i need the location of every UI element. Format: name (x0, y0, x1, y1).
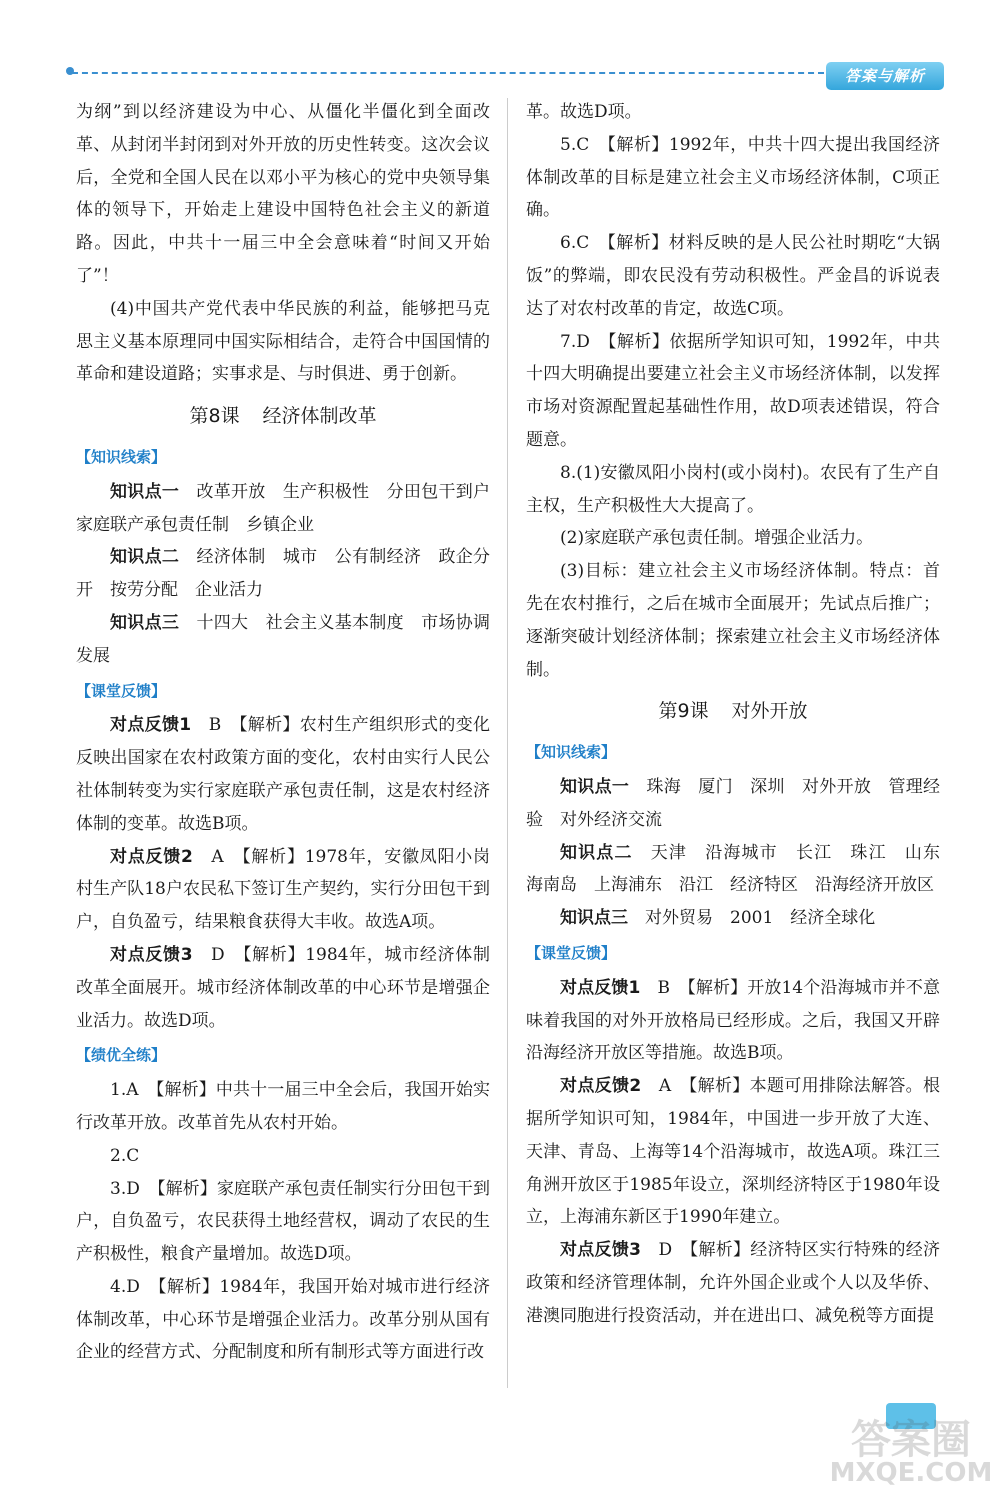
feedback-item: 对点反馈2 A 【解析】本题可用排除法解答。根据所学知识可知，1984年，中国进一步开放了大连、天津、青岛、上海等14个沿海城市，故选A项。珠江三角洲开放区于1985年设立，深圳经济特区于1980年设立，上海浦东新区于1990年建立。 (526, 1076, 940, 1228)
header-tab: 答案与解析 (826, 62, 944, 90)
header-dashed-rule (72, 72, 824, 74)
section-label-feedback: 【课堂反馈】 (526, 943, 617, 962)
lesson-heading (526, 695, 940, 728)
watermark-url: MXQE.COM (829, 1458, 993, 1488)
lesson-number: 第8课 (189, 405, 240, 428)
feedback-item: 对点反馈1 B 【解析】开放14个沿海城市并不意味着我国的对外开放格局已经形成。之后，我国又开辟沿海经济开放区等措施。故选B项。 (526, 977, 941, 1064)
answer-item-8: (2)家庭联产承包责任制。增强企业活力。 (560, 528, 874, 549)
right-column (526, 96, 958, 1332)
knowledge-point: 知识点三 十四大 社会主义基本制度 市场协调发展 (76, 612, 491, 666)
feedback-item: 对点反馈3 D 【解析】1984年，城市经济体制改革全面展开。城市经济体制改革的中心环节是增强企业活力。故选D项。 (76, 944, 490, 1031)
continuation-text: 革。故选D项。 (526, 102, 642, 122)
column-divider (507, 98, 508, 1388)
section-label-knowledge: 【知识线索】 (526, 743, 617, 762)
answer-item: 6.C 【解析】材料反映的是人民公社时期吃“大锅饭”的弊端，即农民没有劳动积极性。严金昌的诉说表达了对农村改革的肯定，故选C项。 (526, 233, 941, 319)
section-label-practice: 【绩优全练】 (76, 1046, 167, 1065)
lesson-number: 第9课 (658, 700, 709, 723)
knowledge-point: 知识点一 改革开放 生产积极性 分田包干到户 家庭联产承包责任制 乡镇企业 (76, 481, 508, 535)
feedback-item: 对点反馈3 D 【解析】经济特区实行特殊的经济政策和经济管理体制，允许外国企业或个人以及华侨、港澳同胞进行投资活动，并在进出口、减免税等方面提 (526, 1240, 940, 1326)
feedback-item: 对点反馈1 B 【解析】农村生产组织形式的变化反映出国家在农村政策方面的变化，农村由实行人民公社体制转变为实行家庭联产承包责任制，这是农村经济体制的变革。故选B项。 (76, 715, 491, 834)
practice-item: 4.D 【解析】1984年，我国开始对城市进行经济体制改革，中心环节是增强企业活力。改革分别从国有企业的经营方式、分配制度和所有制形式等方面进行改 (76, 1276, 491, 1363)
practice-item: 3.D 【解析】家庭联产承包责任制实行分田包干到户，自负盈亏，农民获得土地经营权，调动了农民的生产积极性，粮食产量增加。故选D项。 (76, 1178, 490, 1265)
practice-item: 1.A 【解析】中共十一届三中全会后，我国开始实行改革开放。改革首先从农村开始。 (76, 1080, 491, 1133)
lesson-title: 经济体制改革 (262, 405, 377, 428)
lesson-title: 对外开放 (731, 700, 808, 723)
answer-item: 7.D 【解析】依据所学知识可知，1992年，中共十四大明确提出要建立社会主义市场经济体制，以发挥市场对资源配置起基础性作用，故D项表述错误，符合题意。 (526, 331, 941, 450)
answer-item-8: (3)目标：建立社会主义市场经济体制。特点：首先在农村推行，之后在城市全面展开；先试点后推广；逐渐突破计划经济体制；探索建立社会主义市场经济体制。 (526, 561, 940, 680)
watermark-text: 答案圈 (851, 1417, 971, 1463)
intro-paragraph: 为纲”到以经济建设为中心、从僵化半僵化到全面改革、从封闭半封闭到对外开放的历史性转变。这次会议后，全党和全国人民在以邓小平为核心的党中央领导集体的领导下，开始走上建设中国特色社会主义的新道路。因此，中共十一届三中全会意味着“时间又开始了”！ (76, 102, 490, 286)
intro-paragraph: (4)中国共产党代表中华民族的利益，能够把马克思主义基本原理同中国实际相结合，走符合中国国情的革命和建设道路；实事求是、与时俱进、勇于创新。 (76, 298, 490, 385)
knowledge-point: 知识点二 天津 沿海城市 长江 珠江 山东 海南岛 上海浦东 沿江 经济特区 沿海经济开放区 (526, 842, 958, 896)
section-label-knowledge: 【知识线索】 (76, 447, 167, 466)
knowledge-point: 知识点二 经济体制 城市 公有制经济 政企分开 按劳分配 企业活力 (76, 547, 491, 601)
left-column (76, 96, 508, 1369)
practice-item: 2.C (110, 1145, 140, 1166)
feedback-item: 对点反馈2 A 【解析】1978年，安徽凤阳小岗村生产队18户农民私下签订生产契约，实行分田包干到户，自负盈亏，结果粮食获得大丰收。故选A项。 (76, 846, 491, 933)
knowledge-point: 知识点三 对外贸易 2001 经济全球化 (560, 908, 876, 929)
answer-item-8: 8.(1)安徽凤阳小岗村(或小岗村)。农民有了生产自主权，生产积极性大大提高了。 (526, 462, 940, 516)
answer-item: 5.C 【解析】1992年，中共十四大提出我国经济体制改革的目标是建立社会主义市场经济体制，C项正确。 (526, 134, 941, 221)
knowledge-point: 知识点一 珠海 厦门 深圳 对外开放 管理经验 对外经济交流 (526, 776, 941, 830)
watermark-logo (826, 1408, 996, 1492)
lesson-heading (76, 400, 490, 433)
section-label-feedback: 【课堂反馈】 (76, 681, 167, 700)
